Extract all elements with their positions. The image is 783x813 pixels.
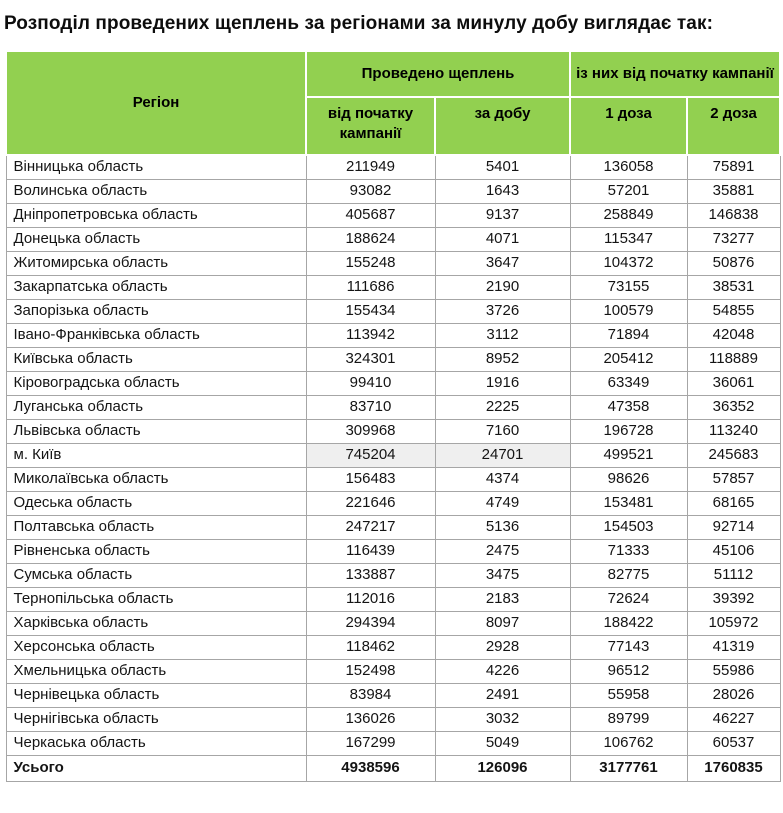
cell-dose1: 89799 [570, 708, 687, 732]
table-body [6, 155, 780, 756]
cell-total-campaign: 136026 [306, 708, 435, 732]
cell-region: Рівненська область [6, 540, 306, 564]
table-row [6, 684, 780, 708]
cell-dose2: 118889 [687, 348, 780, 372]
cell-total-campaign: 294394 [306, 612, 435, 636]
cell-total-campaign: 167299 [306, 732, 435, 756]
cell-dose1: 63349 [570, 372, 687, 396]
table-row [6, 276, 780, 300]
cell-region: Полтавська область [6, 516, 306, 540]
cell-region: Харківська область [6, 612, 306, 636]
cell-region: Київська область [6, 348, 306, 372]
cell-dose2: 54855 [687, 300, 780, 324]
cell-total-campaign: 83984 [306, 684, 435, 708]
cell-dose1: 55958 [570, 684, 687, 708]
cell-per-day: 8952 [435, 348, 570, 372]
cell-per-day: 2475 [435, 540, 570, 564]
cell-dose2: 57857 [687, 468, 780, 492]
cell-dose2: 68165 [687, 492, 780, 516]
cell-region: Кіровоградська область [6, 372, 306, 396]
header-group-campaign: із них від початку кампанії [570, 51, 780, 97]
cell-dose1: 96512 [570, 660, 687, 684]
cell-per-day: 3726 [435, 300, 570, 324]
table-row [6, 300, 780, 324]
header-region: Регіон [6, 51, 306, 155]
cell-dose1: 188422 [570, 612, 687, 636]
table-row [6, 660, 780, 684]
table-row [6, 228, 780, 252]
table-row [6, 155, 780, 180]
table-row [6, 492, 780, 516]
cell-dose1: 98626 [570, 468, 687, 492]
table-row [6, 564, 780, 588]
table-row [6, 588, 780, 612]
cell-total-campaign: 211949 [306, 155, 435, 180]
cell-region: Одеська область [6, 492, 306, 516]
cell-region: Миколаївська область [6, 468, 306, 492]
cell-dose1: 71894 [570, 324, 687, 348]
cell-region: Житомирська область [6, 252, 306, 276]
cell-dose1: 57201 [570, 180, 687, 204]
cell-dose2: 146838 [687, 204, 780, 228]
table-row [6, 612, 780, 636]
cell-region: Тернопільська область [6, 588, 306, 612]
total-dose1-value: 3177761 [570, 756, 687, 782]
cell-per-day: 4749 [435, 492, 570, 516]
cell-per-day: 8097 [435, 612, 570, 636]
cell-region: Закарпатська область [6, 276, 306, 300]
cell-region: Хмельницька область [6, 660, 306, 684]
cell-region: Херсонська область [6, 636, 306, 660]
cell-total-campaign: 247217 [306, 516, 435, 540]
cell-dose2: 45106 [687, 540, 780, 564]
cell-total-campaign: 745204 [306, 444, 435, 468]
cell-dose1: 499521 [570, 444, 687, 468]
cell-dose2: 73277 [687, 228, 780, 252]
cell-dose2: 105972 [687, 612, 780, 636]
vaccination-table [5, 50, 781, 782]
cell-region: Донецька область [6, 228, 306, 252]
cell-dose1: 82775 [570, 564, 687, 588]
cell-dose1: 77143 [570, 636, 687, 660]
table-row [6, 516, 780, 540]
cell-per-day: 24701 [435, 444, 570, 468]
cell-per-day: 2491 [435, 684, 570, 708]
cell-per-day: 2183 [435, 588, 570, 612]
cell-dose2: 36352 [687, 396, 780, 420]
cell-dose1: 154503 [570, 516, 687, 540]
cell-dose2: 38531 [687, 276, 780, 300]
cell-dose1: 115347 [570, 228, 687, 252]
cell-per-day: 3032 [435, 708, 570, 732]
cell-per-day: 2928 [435, 636, 570, 660]
cell-dose1: 100579 [570, 300, 687, 324]
cell-dose2: 36061 [687, 372, 780, 396]
cell-region: Чернівецька область [6, 684, 306, 708]
cell-per-day: 4374 [435, 468, 570, 492]
cell-total-campaign: 156483 [306, 468, 435, 492]
cell-total-campaign: 118462 [306, 636, 435, 660]
cell-per-day: 2225 [435, 396, 570, 420]
cell-region: Черкаська область [6, 732, 306, 756]
cell-dose2: 42048 [687, 324, 780, 348]
cell-per-day: 4071 [435, 228, 570, 252]
table-row [6, 372, 780, 396]
cell-region: Чернігівська область [6, 708, 306, 732]
cell-total-campaign: 155434 [306, 300, 435, 324]
cell-total-campaign: 111686 [306, 276, 435, 300]
header-per-day: за добу [435, 97, 570, 155]
cell-total-campaign: 112016 [306, 588, 435, 612]
total-per-day-value: 126096 [435, 756, 570, 782]
table-row [6, 468, 780, 492]
cell-total-campaign: 93082 [306, 180, 435, 204]
table-row [6, 180, 780, 204]
cell-dose2: 55986 [687, 660, 780, 684]
cell-region: Вінницька область [6, 155, 306, 180]
cell-dose2: 41319 [687, 636, 780, 660]
cell-total-campaign: 155248 [306, 252, 435, 276]
cell-dose1: 106762 [570, 732, 687, 756]
table-row [6, 396, 780, 420]
cell-total-campaign: 116439 [306, 540, 435, 564]
table-row [6, 732, 780, 756]
table-row [6, 420, 780, 444]
cell-total-campaign: 188624 [306, 228, 435, 252]
cell-dose2: 28026 [687, 684, 780, 708]
cell-dose1: 196728 [570, 420, 687, 444]
cell-region: Луганська область [6, 396, 306, 420]
table-row [6, 444, 780, 468]
cell-region: Львівська область [6, 420, 306, 444]
cell-dose1: 73155 [570, 276, 687, 300]
cell-dose1: 136058 [570, 155, 687, 180]
cell-dose1: 205412 [570, 348, 687, 372]
cell-region: м. Київ [6, 444, 306, 468]
cell-dose2: 50876 [687, 252, 780, 276]
cell-total-campaign: 83710 [306, 396, 435, 420]
table-row [6, 708, 780, 732]
cell-dose1: 71333 [570, 540, 687, 564]
cell-region: Запорізька область [6, 300, 306, 324]
header-dose1: 1 доза [570, 97, 687, 155]
cell-per-day: 7160 [435, 420, 570, 444]
cell-dose2: 75891 [687, 155, 780, 180]
cell-total-campaign: 221646 [306, 492, 435, 516]
cell-dose2: 51112 [687, 564, 780, 588]
cell-dose2: 46227 [687, 708, 780, 732]
cell-dose2: 35881 [687, 180, 780, 204]
cell-dose2: 113240 [687, 420, 780, 444]
cell-dose1: 47358 [570, 396, 687, 420]
cell-region: Дніпропетровська область [6, 204, 306, 228]
table-row [6, 348, 780, 372]
cell-dose1: 104372 [570, 252, 687, 276]
cell-per-day: 2190 [435, 276, 570, 300]
cell-region: Івано-Франківська область [6, 324, 306, 348]
cell-total-campaign: 309968 [306, 420, 435, 444]
total-label: Усього [6, 756, 306, 782]
cell-dose2: 245683 [687, 444, 780, 468]
table-row [6, 540, 780, 564]
cell-per-day: 5401 [435, 155, 570, 180]
cell-total-campaign: 324301 [306, 348, 435, 372]
cell-dose2: 60537 [687, 732, 780, 756]
total-dose2-value: 1760835 [687, 756, 780, 782]
cell-dose1: 72624 [570, 588, 687, 612]
cell-total-campaign: 405687 [306, 204, 435, 228]
cell-dose1: 153481 [570, 492, 687, 516]
header-dose2: 2 доза [687, 97, 780, 155]
cell-per-day: 5049 [435, 732, 570, 756]
cell-per-day: 1643 [435, 180, 570, 204]
header-row-groups [6, 51, 780, 97]
cell-region: Волинська область [6, 180, 306, 204]
cell-total-campaign: 99410 [306, 372, 435, 396]
table-row [6, 204, 780, 228]
header-since-campaign: від початку кампанії [306, 97, 435, 155]
cell-total-campaign: 113942 [306, 324, 435, 348]
cell-per-day: 4226 [435, 660, 570, 684]
cell-dose2: 92714 [687, 516, 780, 540]
cell-per-day: 3475 [435, 564, 570, 588]
cell-region: Сумська область [6, 564, 306, 588]
cell-per-day: 5136 [435, 516, 570, 540]
cell-per-day: 1916 [435, 372, 570, 396]
table-header [6, 51, 780, 155]
total-campaign-value: 4938596 [306, 756, 435, 782]
cell-per-day: 3647 [435, 252, 570, 276]
cell-total-campaign: 152498 [306, 660, 435, 684]
header-group-performed: Проведено щеплень [306, 51, 570, 97]
table-row [6, 252, 780, 276]
cell-dose2: 39392 [687, 588, 780, 612]
cell-total-campaign: 133887 [306, 564, 435, 588]
page-title: Розподіл проведених щеплень за регіонами за минулу добу виглядає так: [4, 13, 713, 34]
cell-per-day: 3112 [435, 324, 570, 348]
total-row [6, 756, 780, 782]
cell-dose1: 258849 [570, 204, 687, 228]
table-row [6, 324, 780, 348]
table-row [6, 636, 780, 660]
cell-per-day: 9137 [435, 204, 570, 228]
